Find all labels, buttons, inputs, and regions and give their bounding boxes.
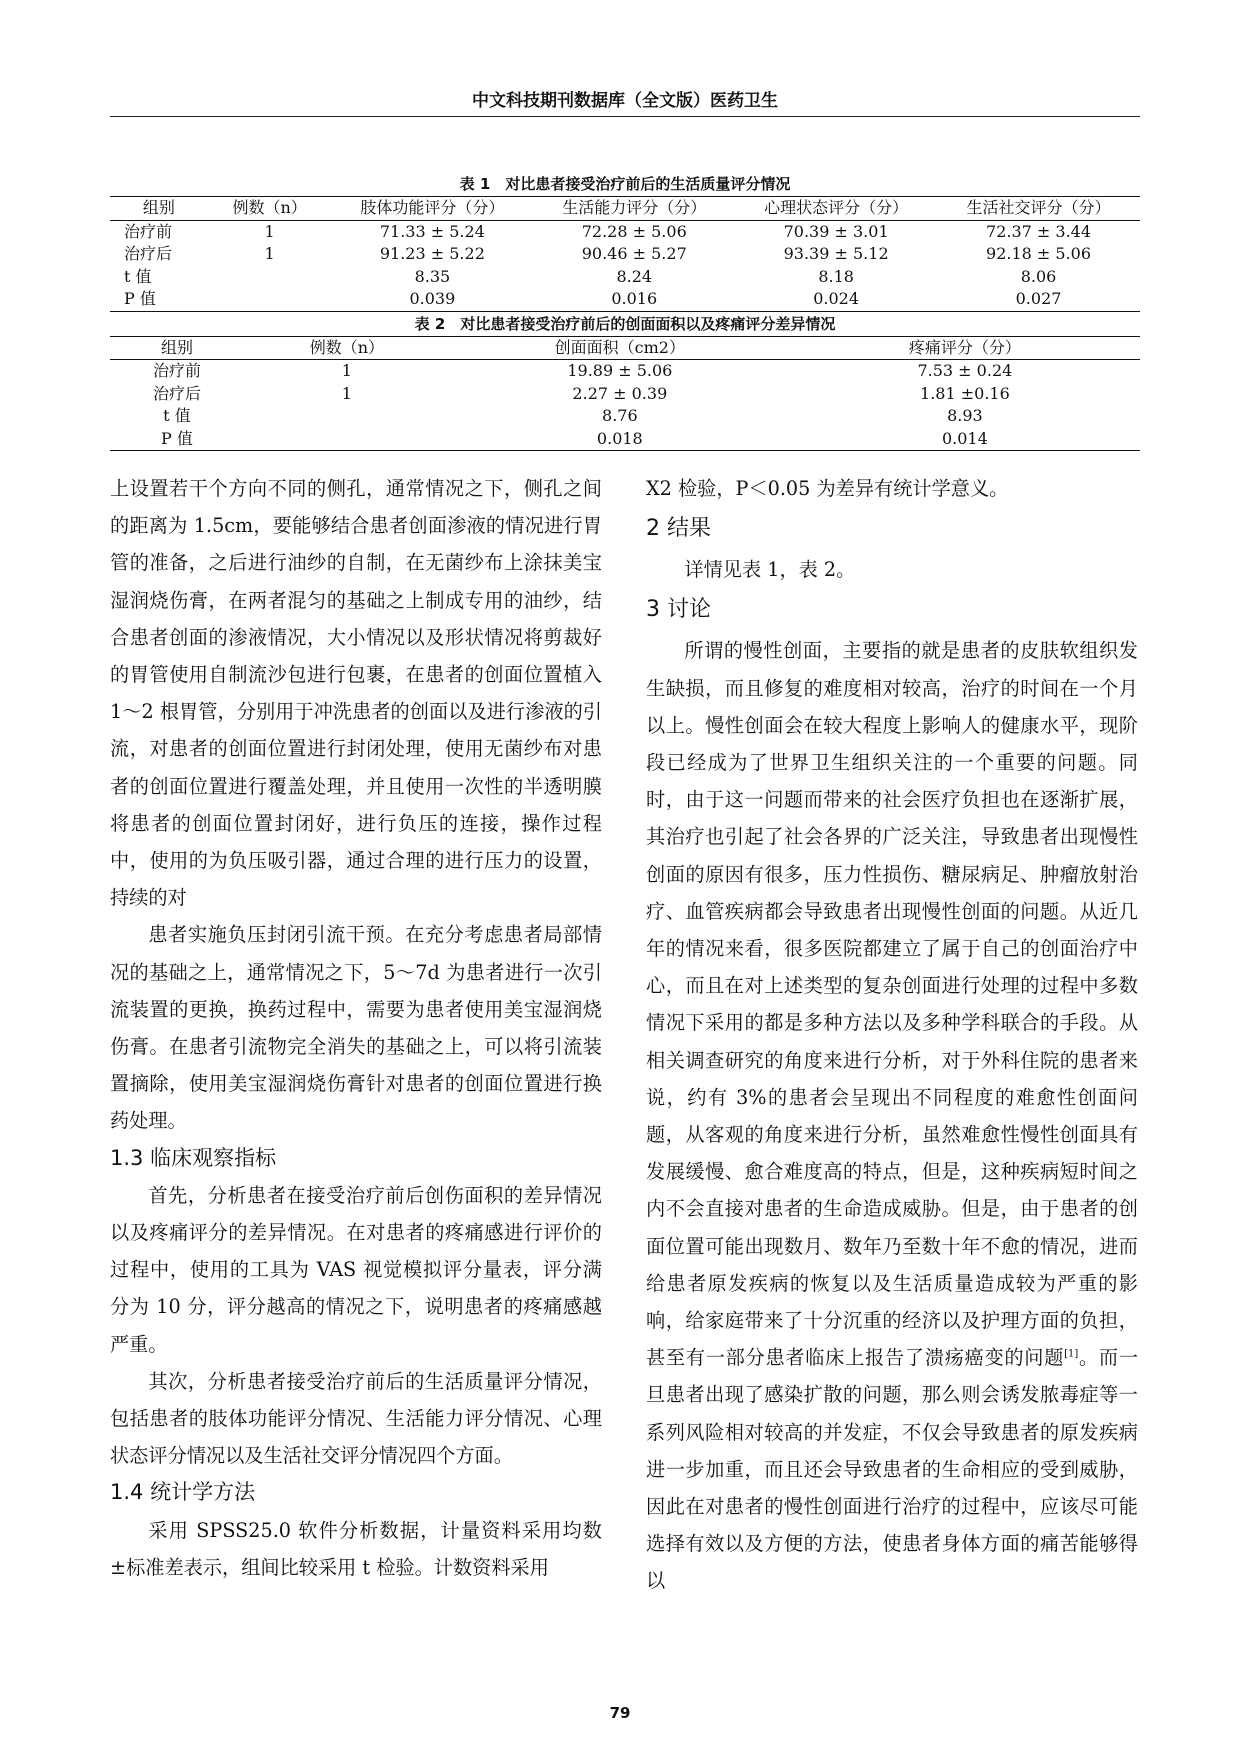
table-row xyxy=(110,266,1140,289)
table-cell: 72.28 ± 5.06 xyxy=(581,221,687,241)
table-cell: P 值 xyxy=(110,428,244,451)
table-cell: 2.27 ± 0.39 xyxy=(572,383,668,403)
table-cell xyxy=(208,288,332,311)
table-cell: 治疗前 xyxy=(124,221,173,241)
citation[interactable]: [1] xyxy=(1064,1348,1079,1360)
paragraph: 患者实施负压封闭引流干预。在充分考虑患者局部情况的基础之上，通常情况之下，5～7d 为患者进行一次引流装置的更换，换药过程中，需要为患者使用美宝湿润烧伤膏。在患者引流物完全消失的基础之上，可以将引流装置摘除，使用美宝湿润烧伤膏针对患者的创面位置进行换药处理。 xyxy=(110,923,602,1133)
table1-col-group: 组别 xyxy=(110,197,208,221)
table1-header-row xyxy=(110,197,1140,221)
table-cell: 93.39 ± 5.12 xyxy=(783,244,889,263)
table-cell: 1 xyxy=(341,383,352,403)
table1-caption: 表 1 对比患者接受治疗前后的生活质量评分情况 xyxy=(459,175,791,193)
paragraph-text: 。而一旦患者出现了感染扩散的问题，那么则会诱发脓毒症等一系列风险相对较高的并发症，不仅会导致患者的原发疾病进一步加重，而且还会导致患者的生命相应的受到威胁，因此在对患者的慢性创面进行治疗的过程中，应该尽可能选择有效以及方便的方法，使患者身体方面的痛苦能够得以 xyxy=(646,1346,1139,1593)
section-heading: 3 讨论 xyxy=(646,597,711,623)
table-cell: 92.18 ± 5.06 xyxy=(986,244,1092,263)
table-cell: 8.06 xyxy=(1020,266,1057,286)
table2-col-pain: 疼痛评分（分） xyxy=(790,336,1140,360)
table-cell xyxy=(244,428,450,451)
table1-col-living: 生活能力评分（分） xyxy=(533,197,735,221)
table-row xyxy=(110,383,1140,406)
table2-caption: 表 2 对比患者接受治疗前后的创面面积以及疼痛评分差异情况 xyxy=(414,314,836,333)
table-row xyxy=(110,405,1140,428)
section-heading: 1.3 临床观察指标 xyxy=(110,1145,277,1170)
table-cell: 70.39 ± 3.01 xyxy=(783,221,889,241)
table-cell: 90.46 ± 5.27 xyxy=(581,244,687,263)
paragraph: 详情见表 1，表 2。 xyxy=(684,558,856,582)
table-cell: 治疗后 xyxy=(152,383,201,403)
table-cell xyxy=(208,266,332,289)
table2-header-row xyxy=(110,336,1140,360)
table-cell: 71.33 ± 5.24 xyxy=(379,221,485,241)
table2 xyxy=(110,336,1140,452)
tables-block xyxy=(110,172,1140,451)
table1-col-limb: 肢体功能评分（分） xyxy=(331,197,533,221)
table-cell: 8.35 xyxy=(414,266,451,286)
paragraph-text: 所谓的慢性创面，主要指的就是患者的皮肤软组织发生缺损，而且修复的难度相对较高，治疗的时间在一个月以上。慢性创面会在较大程度上影响人的健康水平，现阶段已经成为了世界卫生组织关注的一个重要的问题。同时，由于这一问题而带来的社会医疗负担也在逐渐扩展，其治疗也引起了社会各界的广泛关注，导致患者出现慢性创面的原因有很多，压力性损伤、糖尿病足、肿瘤放射治疗、血管疾病都会导致患者出现慢性创面的问题。从近几年的情况来看，很多医院都建立了属于自己的创面治疗中心，而且在对上述类型的复杂创面进行处理的过程中多数情况下采用的都是多种方法以及多种学科联合的手段。从相关调查研究的角度来进行分析，对于外科住院的患者来说，约有 3%的患者会呈现出不同程度的难愈性创面问题，从客观的角度来进行分析，虽然难愈性慢性创面具有发展缓慢、愈合难度高的特点，但是，这种疾病短时间之内不会直接对患者的生命造成威胁。但是，由于患者的创面位置可能出现数月、数年乃至数十年不愈的情况，进而给患者原发疾病的恢复以及生活质量造成较为严重的影响，给家庭带来了十分沉重的经济以及护理方面的负担，甚至有一部分患者临床上报告了溃疡癌变的问题 xyxy=(646,639,1138,1370)
table1 xyxy=(110,196,1140,312)
table-row xyxy=(110,220,1140,243)
paragraph: 采用 SPSS25.0 软件分析数据，计量资料采用均数±标准差表示，组间比较采用 t 检验。计数资料采用 xyxy=(110,1518,602,1579)
table-cell: 72.37 ± 3.44 xyxy=(986,221,1092,241)
header-rule xyxy=(110,116,1140,117)
table-cell: 治疗前 xyxy=(152,361,201,380)
table-cell: t 值 xyxy=(124,266,152,286)
table1-col-n: 例数（n） xyxy=(208,197,332,221)
table-cell: 8.93 xyxy=(947,406,983,425)
table2-col-group: 组别 xyxy=(110,336,244,360)
table-cell: 1 xyxy=(341,361,352,380)
table-row xyxy=(110,360,1140,383)
left-column xyxy=(110,470,602,1586)
table2-col-area: 创面面积（cm2） xyxy=(450,336,790,360)
section-heading: 1.4 统计学方法 xyxy=(110,1480,256,1505)
table1-col-social: 生活社交评分（分） xyxy=(937,197,1140,221)
paragraph xyxy=(646,632,1138,1599)
table-cell: 0.024 xyxy=(735,288,937,311)
table-cell: 8.76 xyxy=(602,406,638,425)
table-row xyxy=(110,243,1140,266)
paragraph: 上设置若干个方向不同的侧孔，通常情况之下，侧孔之间的距离为 1.5cm，要能够结合患者创面渗液的情况进行胃管的准备，之后进行油纱的自制，在无菌纱布上涂抹美宝湿润烧伤膏，在两者混匀的基础之上制成专用的油纱，结合患者创面的渗液情况，大小情况以及形状情况将剪裁好的胃管使用自制流沙包进行包裹，在患者的创面位置植入 1～2 根胃管，分别用于冲洗患者的创面以及进行渗液的引流，对患者的创面位置进行封闭处理，使用无菌纱布对患者的创面位置进行覆盖处理，并且使用一次性的半透明膜将患者的创面位置封闭好，进行负压的连接，操作过程中，使用的为负压吸引器，通过合理的进行压力的设置，持续的对 xyxy=(110,477,602,910)
table-cell: 8.18 xyxy=(818,266,854,286)
section-heading: 2 结果 xyxy=(646,516,711,542)
journal-header: 中文科技期刊数据库（全文版）医药卫生 xyxy=(472,91,778,111)
page-number: 79 xyxy=(609,1704,631,1722)
table-cell xyxy=(244,405,450,428)
table-cell: 0.016 xyxy=(533,288,735,311)
table-cell: 91.23 ± 5.22 xyxy=(379,244,485,263)
table-cell: 7.53 ± 0.24 xyxy=(917,361,1013,380)
table-cell: 0.027 xyxy=(937,288,1140,311)
table-cell: 0.018 xyxy=(450,428,790,451)
paragraph: 其次，分析患者接受治疗前后的生活质量评分情况，包括患者的肢体功能评分情况、生活能力评分情况、心理状态评分情况以及生活社交评分情况四个方面。 xyxy=(110,1369,602,1468)
paragraph: 首先，分析患者在接受治疗前后创伤面积的差异情况以及疼痛评分的差异情况。在对患者的疼痛感进行评价的过程中，使用的工具为 VAS 视觉模拟评分量表，评分满分为 10 分，评分越高的情况之下，说明患者的疼痛感越严重。 xyxy=(110,1183,602,1356)
table-cell: P 值 xyxy=(110,288,208,311)
table-cell: 8.24 xyxy=(616,266,653,286)
table-cell: 1 xyxy=(264,221,275,241)
right-column xyxy=(646,470,1138,1600)
paragraph: X2 检验，P＜0.05 为差异有统计学意义。 xyxy=(646,477,1009,500)
table-cell: 0.039 xyxy=(331,288,533,311)
table2-col-n: 例数（n） xyxy=(244,336,450,360)
table-cell: t 值 xyxy=(163,406,191,425)
table-row xyxy=(110,288,1140,311)
table-row xyxy=(110,428,1140,451)
table-cell: 0.014 xyxy=(790,428,1140,451)
table-cell: 治疗后 xyxy=(124,244,173,263)
table-cell: 19.89 ± 5.06 xyxy=(567,361,673,380)
table1-col-psych: 心理状态评分（分） xyxy=(735,197,937,221)
table-cell: 1 xyxy=(264,244,275,263)
table-cell: 1.81 ±0.16 xyxy=(920,383,1010,403)
